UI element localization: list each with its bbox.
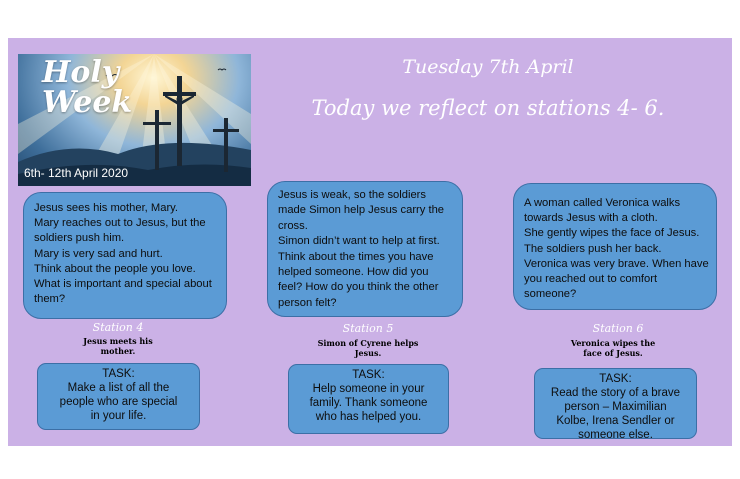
banner-title-line1: Holy <box>42 55 120 90</box>
story-line: made Simon help Jesus carry the <box>278 204 445 217</box>
task-label: TASK: <box>352 369 385 381</box>
station-4-title <box>58 336 178 356</box>
station-4-label: Station 4 <box>92 321 144 334</box>
story-line: helped someone. How did you <box>278 266 429 279</box>
station-title-line: Veronica wipes the <box>570 338 656 348</box>
station-6-title <box>553 338 673 358</box>
story-line: Mary reaches out to Jesus, but the <box>34 217 206 230</box>
page-date-heading: Tuesday 7th April <box>402 56 574 78</box>
station-6-story-bubble <box>513 183 717 310</box>
banner-title <box>42 55 133 120</box>
station-title-line: Jesus. <box>354 348 382 358</box>
station-6-task-box <box>534 368 697 439</box>
story-line: someone? <box>524 288 577 301</box>
page-subtitle: Today we reflect on stations 4- 6. <box>311 96 665 120</box>
task-line: who has helped you. <box>315 411 422 423</box>
station-4-story-bubble <box>23 192 227 319</box>
story-line: What is important and special about <box>34 278 212 291</box>
story-line: Think about the times you have <box>278 250 434 263</box>
story-line: them? <box>34 293 66 306</box>
station-4-task-box <box>37 363 200 430</box>
slide <box>8 38 732 446</box>
story-line: The soldiers push her back. <box>524 242 662 255</box>
station-5-task-box <box>288 364 449 434</box>
task-line: family. Thank someone <box>309 397 428 409</box>
story-line: A woman called Veronica walks <box>524 197 681 209</box>
station-6-label: Station 6 <box>592 322 644 335</box>
station-title-line: mother. <box>100 346 136 356</box>
story-line: Mary is very sad and hurt. <box>34 247 163 260</box>
task-line: Make a list of all the <box>67 382 170 394</box>
story-line: Jesus sees his mother, Mary. <box>34 202 179 214</box>
banner-title-line2: Week <box>42 85 133 120</box>
story-line: towards Jesus with a cloth. <box>524 212 658 225</box>
task-line: in your life. <box>90 410 147 422</box>
task-line: Read the story of a brave <box>550 387 681 399</box>
banner-date: 6th- 12th April 2020 <box>24 166 129 180</box>
task-label: TASK: <box>599 373 632 385</box>
task-line: people who are special <box>59 396 178 408</box>
task-line: Kolbe, Irena Sendler or <box>556 415 675 427</box>
story-line: Jesus is weak, so the soldiers <box>278 189 426 201</box>
story-line: Think about the people you love. <box>34 262 196 275</box>
station-title-line: Simon of Cyrene helps <box>317 338 419 348</box>
story-line: you reached out to comfort <box>524 273 658 286</box>
task-line: person – Maximilian <box>564 401 667 413</box>
story-line: cross. <box>278 219 308 232</box>
task-line: Help someone in your <box>312 383 425 395</box>
task-line: someone else. <box>578 429 653 441</box>
station-5-label: Station 5 <box>342 322 394 335</box>
station-5-story-bubble <box>267 181 463 317</box>
station-title-line: Jesus meets his <box>83 336 153 346</box>
story-line: She gently wipes the face of Jesus. <box>524 227 700 240</box>
station-title-line: face of Jesus. <box>583 348 643 358</box>
station-5-title <box>303 338 433 358</box>
story-line: person felt? <box>278 296 337 309</box>
story-line: Veronica was very brave. When have <box>524 257 709 270</box>
holy-week-banner <box>18 54 251 186</box>
story-line: feel? How do you think the other <box>278 281 439 294</box>
story-line: soldiers push him. <box>34 232 125 245</box>
task-label: TASK: <box>102 368 135 380</box>
story-line: Simon didn’t want to help at first. <box>278 235 440 248</box>
